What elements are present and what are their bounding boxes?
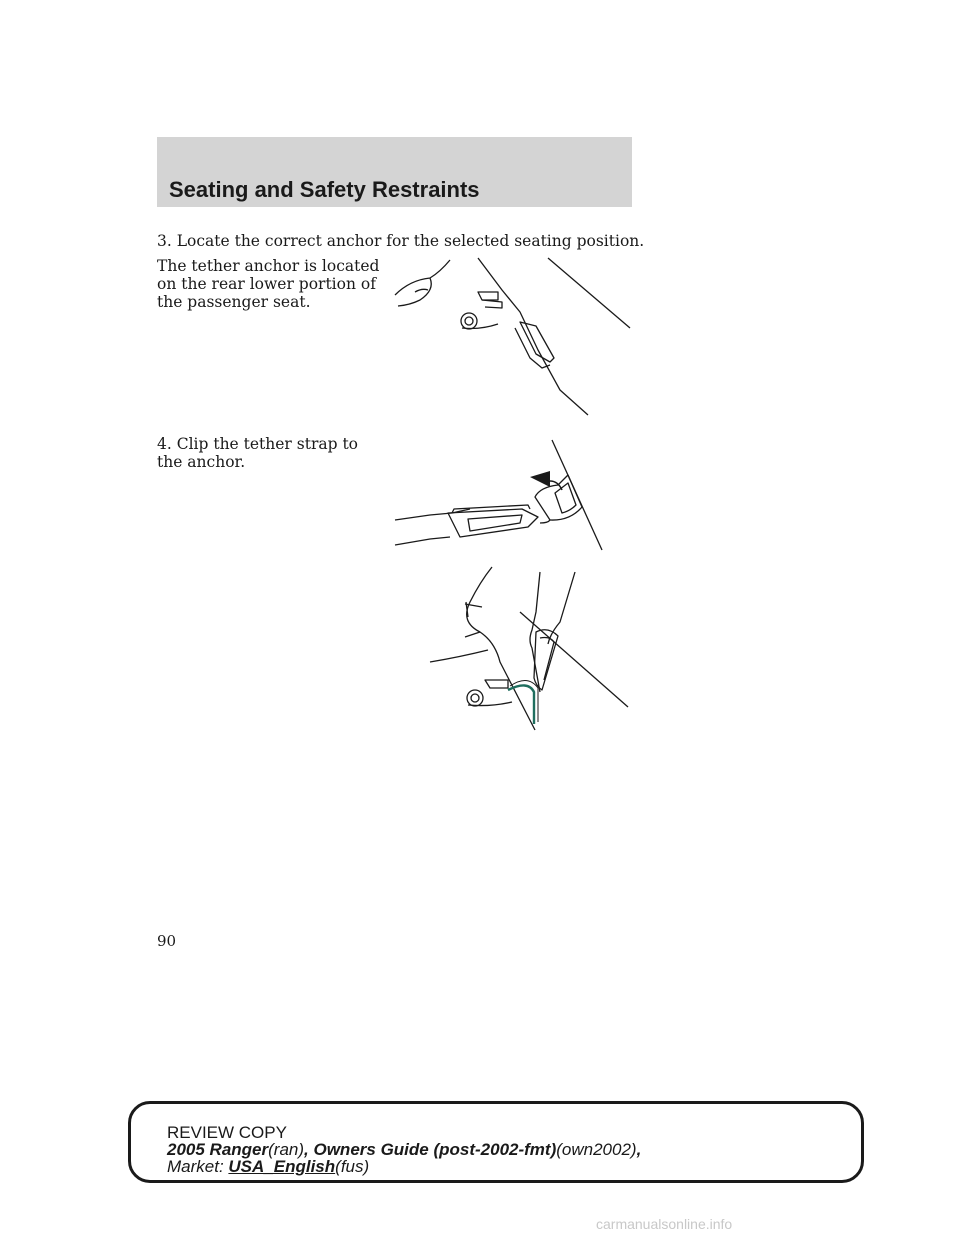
footer-text xyxy=(167,1124,641,1175)
arrow-icon xyxy=(530,471,550,487)
footer-line-1: REVIEW COPY xyxy=(167,1123,287,1142)
footer-market-label: Market: xyxy=(167,1157,229,1176)
footer-sep-2: , xyxy=(636,1140,642,1159)
step-3-text: 3. Locate the correct anchor for the selected seating position. xyxy=(157,232,645,250)
footer-model-code: (ran) xyxy=(268,1140,305,1159)
watermark: carmanualsonline.info xyxy=(596,1216,733,1232)
clip-tether-strap-illustration xyxy=(390,435,610,553)
footer-line-2 xyxy=(167,1141,641,1158)
footer-line-3 xyxy=(167,1158,641,1175)
page-number: 90 xyxy=(157,932,177,950)
footer-market-code: (fus) xyxy=(335,1157,370,1176)
footer-sep-1: , xyxy=(304,1140,314,1159)
section-header xyxy=(157,137,632,207)
footer-model: 2005 Ranger xyxy=(167,1140,269,1159)
section-title: Seating and Safety Restraints xyxy=(169,177,480,202)
footer-market: USA_English xyxy=(228,1157,336,1176)
review-copy-footer xyxy=(128,1101,864,1183)
step-3-detail-text: The tether anchor is located on the rear lower portion of the passenger seat. xyxy=(157,257,380,311)
footer-guide: Owners Guide (post-2002-fmt) xyxy=(313,1140,557,1159)
step-4-text: 4. Clip the tether strap to the anchor. xyxy=(157,435,359,471)
tether-anchor-location-illustration xyxy=(390,250,635,418)
tether-attached-illustration xyxy=(420,562,635,734)
footer-guide-code: (own2002) xyxy=(556,1140,637,1159)
